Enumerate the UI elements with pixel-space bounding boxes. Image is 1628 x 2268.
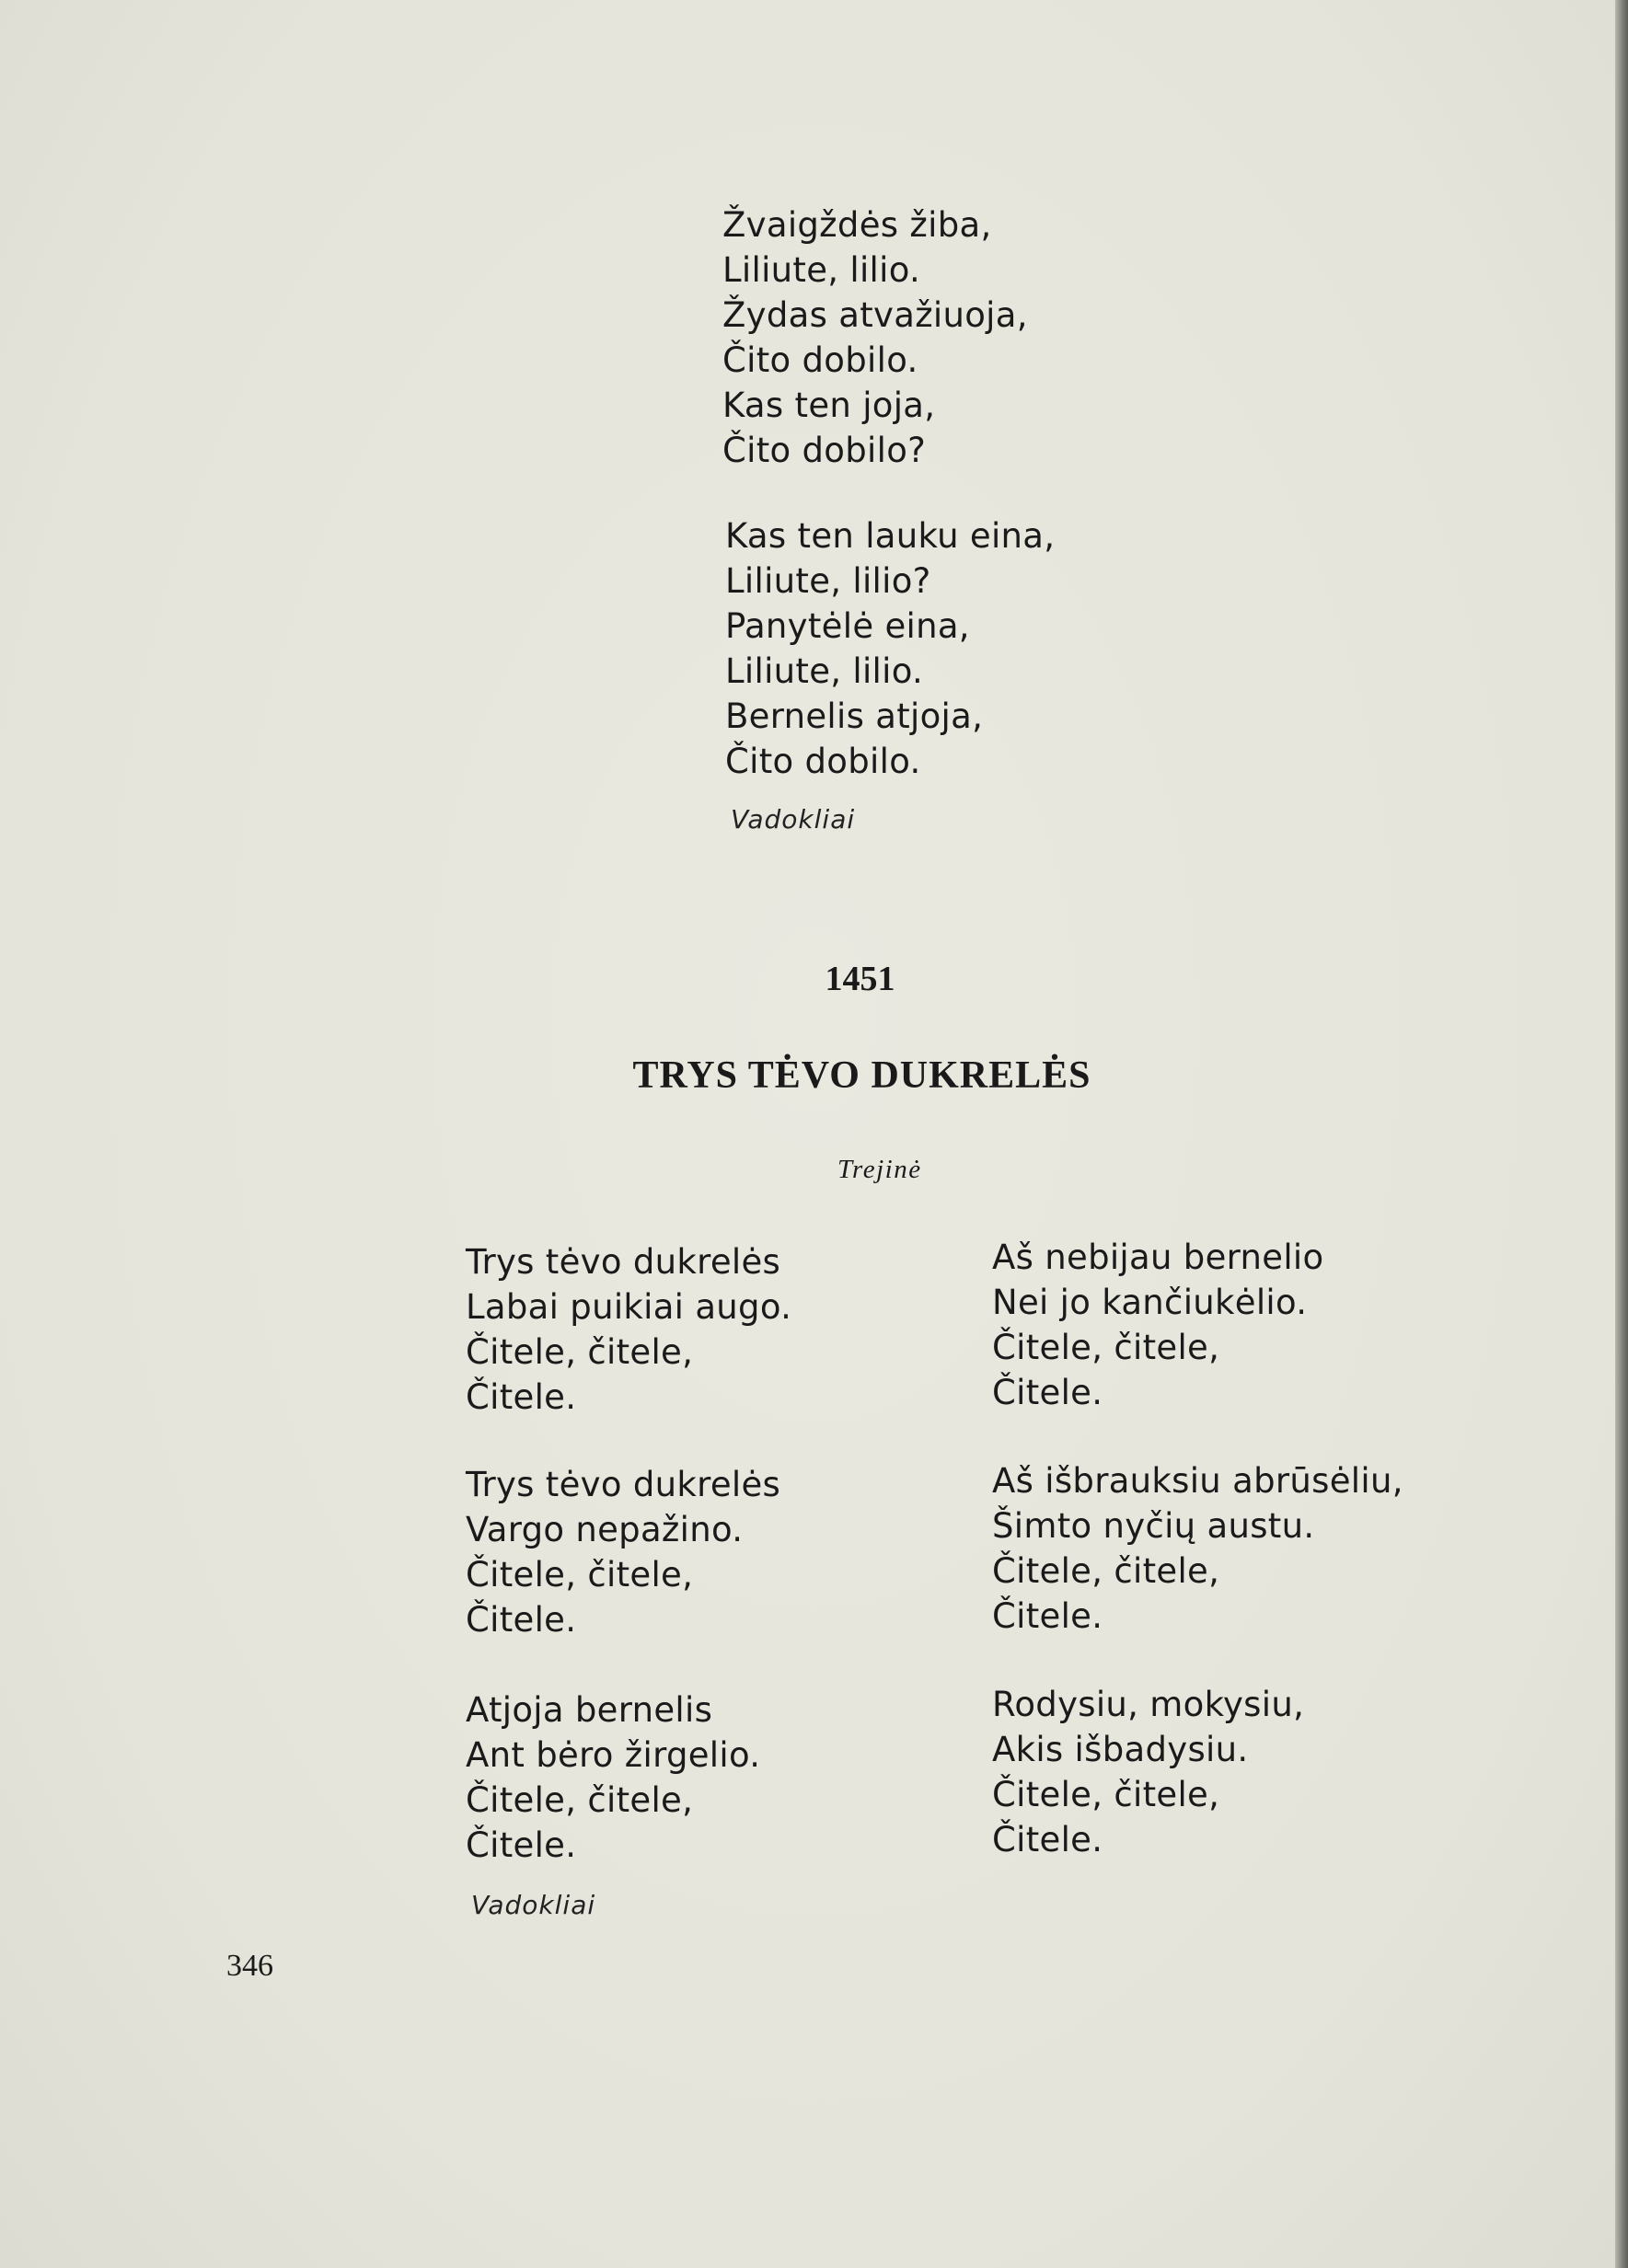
verse-line: Panytėlė eina, (725, 606, 970, 646)
verse-line: Akis išbadysiu. (992, 1730, 1249, 1769)
verse-line: Kas ten lauku eina, (725, 516, 1056, 556)
verse-line: Kas ten joja, (722, 386, 936, 425)
prev-song-stanza-1 (722, 202, 1028, 473)
verse-line: Čitele, čitele, (992, 1328, 1220, 1367)
verse-line: Aš nebijau bernelio (992, 1238, 1324, 1277)
verse-line: Žydas atvažiuoja, (722, 295, 1028, 335)
verse-line: Trys tėvo dukrelės (466, 1465, 781, 1504)
verse-line: Ant bėro žirgelio. (466, 1735, 761, 1775)
verse-line: Čitele, čitele, (466, 1555, 694, 1595)
verse-line: Čito dobilo? (722, 431, 927, 470)
verse-line: Liliute, lilio? (725, 561, 931, 601)
verse-line: Nei jo kančiukėlio. (992, 1283, 1308, 1322)
verse-line: Rodysiu, mokysiu, (992, 1685, 1305, 1724)
song-right-stanza-3 (992, 1682, 1304, 1862)
verse-line: Čitele, čitele, (466, 1780, 694, 1820)
page-edge-shadow (1615, 0, 1628, 2268)
verse-line: Čitele. (466, 1825, 577, 1865)
song-left-stanza-3 (466, 1687, 760, 1868)
verse-line: Atjoja bernelis (466, 1690, 713, 1730)
verse-line: Bernelis atjoja, (725, 697, 984, 736)
verse-line: Čitele. (466, 1600, 577, 1640)
prev-song-stanza-2 (725, 513, 1055, 784)
verse-line: Čitele, čitele, (992, 1775, 1220, 1814)
verse-line: Žvaigždės žiba, (722, 205, 992, 245)
song-left-stanza-1 (466, 1239, 791, 1420)
verse-line: Labai puikiai augo. (466, 1287, 792, 1327)
verse-line: Liliute, lilio. (725, 651, 924, 691)
verse-line: Vargo nepažino. (466, 1510, 744, 1549)
song-subtitle: Trejinė (837, 1155, 922, 1184)
verse-line: Čitele. (992, 1596, 1103, 1636)
verse-line: Šimto nyčių austu. (992, 1506, 1315, 1546)
song-right-stanza-2 (992, 1458, 1403, 1639)
verse-line: Čitele. (992, 1373, 1103, 1412)
song-left-stanza-2 (466, 1462, 780, 1642)
verse-line: Trys tėvo dukrelės (466, 1242, 781, 1282)
song-title: TRYS TĖVO DUKRELĖS (632, 1054, 1091, 1097)
verse-line: Čitele. (992, 1820, 1103, 1859)
verse-line: Čito dobilo. (722, 340, 918, 380)
page-number: 346 (226, 1949, 273, 1983)
verse-line: Čitele, čitele, (466, 1332, 694, 1372)
verse-line: Čitele, čitele, (992, 1551, 1220, 1591)
song-right-stanza-1 (992, 1235, 1323, 1415)
prev-song-place: Vadokliai (731, 804, 856, 835)
song-place: Vadokliai (471, 1890, 596, 1920)
verse-line: Čitele. (466, 1377, 577, 1417)
verse-line: Liliute, lilio. (722, 250, 921, 290)
verse-line: Aš išbrauksiu abrūsėliu, (992, 1461, 1403, 1501)
song-number: 1451 (825, 960, 895, 998)
verse-line: Čito dobilo. (725, 742, 921, 781)
